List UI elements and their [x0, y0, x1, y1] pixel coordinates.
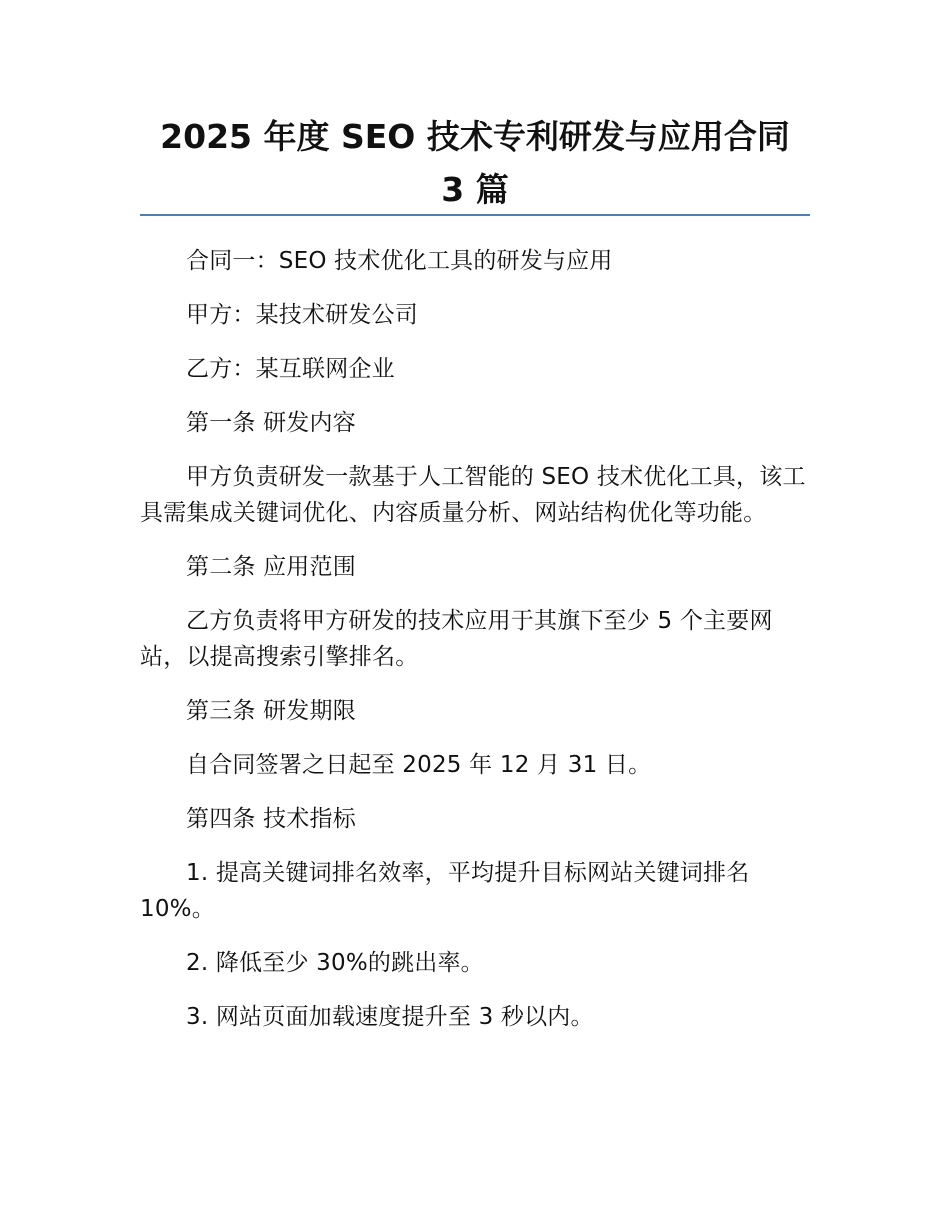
title-line-2: 3 篇: [441, 170, 509, 209]
party-a: 甲方：某技术研发公司: [186, 302, 418, 328]
article-4-item-1: 1. 提高关键词排名效率，平均提升目标网站关键词排名 10%。: [140, 860, 750, 922]
document-title: [140, 110, 810, 216]
article-4-heading: 第四条 技术指标: [186, 806, 356, 832]
article-2-heading: 第二条 应用范围: [186, 554, 356, 580]
party-b: 乙方：某互联网企业: [186, 356, 395, 382]
title-line-1: 2025 年度 SEO 技术专利研发与应用合同: [160, 117, 790, 156]
article-3-heading: 第三条 研发期限: [186, 698, 356, 724]
document-body: [140, 243, 810, 1053]
article-2-text: 乙方负责将甲方研发的技术应用于其旗下至少 5 个主要网站，以提高搜索引擎排名。: [140, 608, 773, 670]
article-1-text: 甲方负责研发一款基于人工智能的 SEO 技术优化工具，该工具需集成关键词优化、内容质量分析、网站结构优化等功能。: [140, 464, 806, 526]
article-3-text: 自合同签署之日起至 2025 年 12 月 31 日。: [186, 752, 652, 778]
article-4-item-3: 3. 网站页面加载速度提升至 3 秒以内。: [186, 1004, 594, 1030]
contract-heading: 合同一：SEO 技术优化工具的研发与应用: [186, 248, 613, 274]
article-4-item-2: 2. 降低至少 30%的跳出率。: [186, 950, 484, 976]
article-1-heading: 第一条 研发内容: [186, 410, 356, 436]
title-divider: [140, 214, 810, 216]
